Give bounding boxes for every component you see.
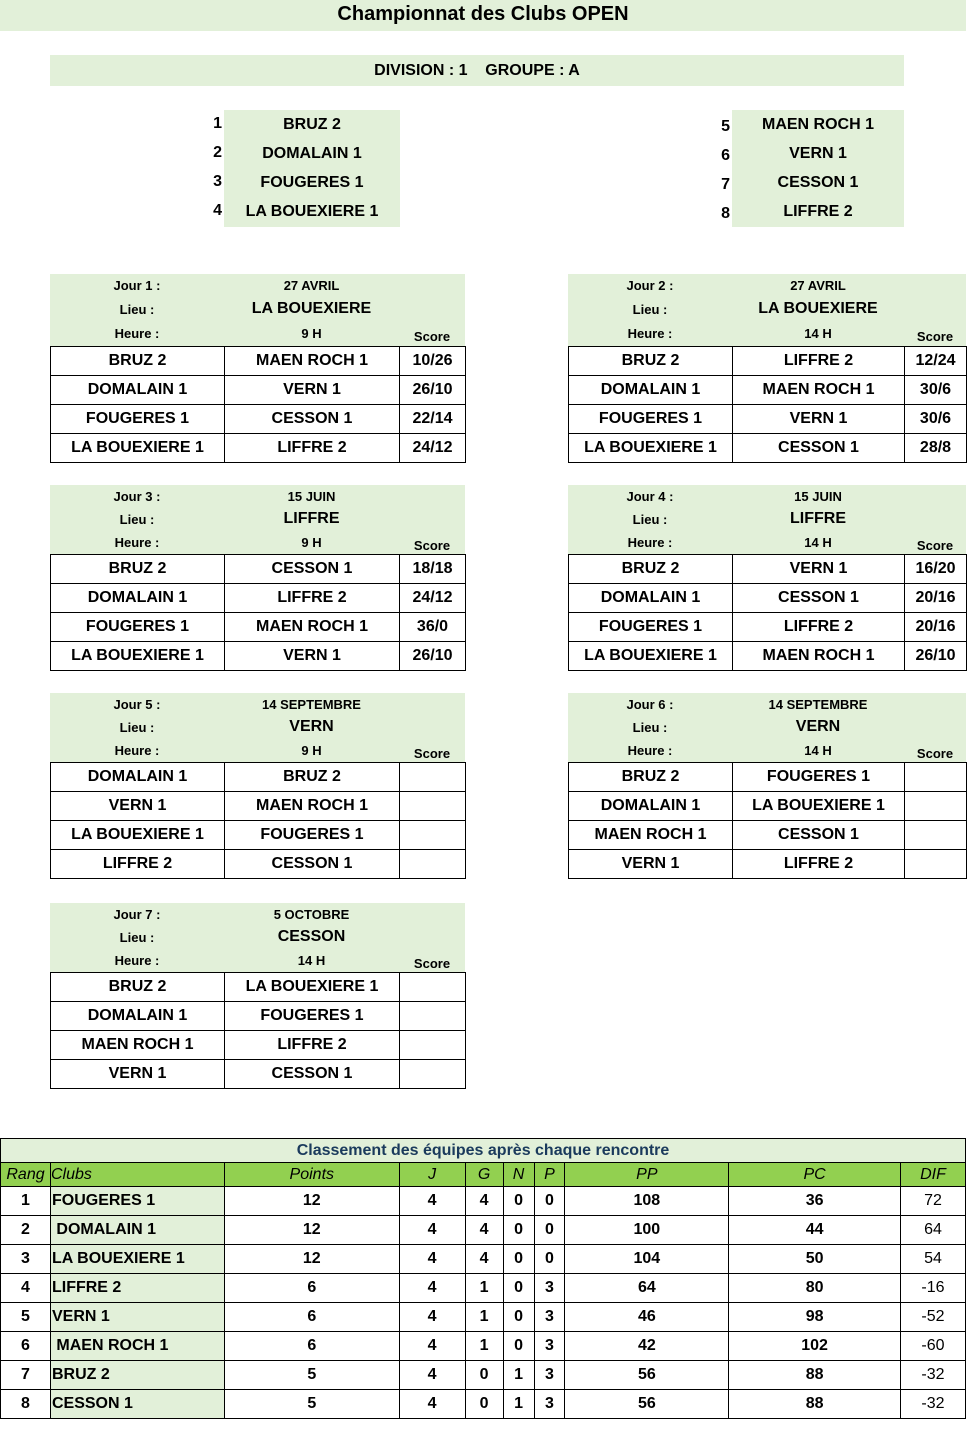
home-team: LIFFRE 2 bbox=[51, 850, 225, 879]
standings-cell: 50 bbox=[729, 1245, 901, 1274]
match-row bbox=[51, 821, 466, 850]
away-team: LIFFRE 2 bbox=[225, 1031, 400, 1060]
home-team: FOUGERES 1 bbox=[569, 613, 733, 642]
away-team: LA BOUEXIERE 1 bbox=[733, 792, 905, 821]
standings-cell: 5 bbox=[224, 1361, 399, 1390]
day-date: 15 JUIN bbox=[794, 489, 842, 504]
home-team: FOUGERES 1 bbox=[569, 405, 733, 434]
match-score bbox=[400, 792, 466, 821]
standings-cell: 8 bbox=[1, 1390, 51, 1419]
standings-cell: 12 bbox=[224, 1216, 399, 1245]
team-number: 7 bbox=[721, 176, 730, 193]
match-row bbox=[569, 763, 967, 792]
standings-cell: 4 bbox=[399, 1390, 465, 1419]
away-team: MAEN ROCH 1 bbox=[225, 347, 400, 376]
page-title: Championnat des Clubs OPEN bbox=[0, 0, 966, 31]
day-label: Jour 4 : bbox=[626, 489, 674, 504]
away-team: BRUZ 2 bbox=[225, 763, 400, 792]
standings-header-cell: PC bbox=[729, 1163, 901, 1187]
away-team: CESSON 1 bbox=[225, 850, 400, 879]
home-team: LA BOUEXIERE 1 bbox=[51, 642, 225, 671]
standings-header-cell: N bbox=[503, 1163, 534, 1187]
match-score: 12/24 bbox=[905, 347, 967, 376]
away-team: MAEN ROCH 1 bbox=[225, 792, 400, 821]
day-venue: LA BOUEXIERE bbox=[758, 300, 878, 317]
away-team: VERN 1 bbox=[225, 376, 400, 405]
standings-cell: 0 bbox=[534, 1245, 565, 1274]
away-team: CESSON 1 bbox=[733, 434, 905, 463]
team-number: 1 bbox=[213, 115, 222, 132]
standings-table bbox=[0, 1138, 966, 1419]
lieu-label: Lieu : bbox=[632, 720, 668, 735]
standings-cell: 4 bbox=[465, 1216, 503, 1245]
match-score: 24/12 bbox=[400, 434, 466, 463]
lieu-label: Lieu : bbox=[119, 930, 155, 945]
standings-cell: 0 bbox=[534, 1216, 565, 1245]
day-date: 27 AVRIL bbox=[790, 278, 846, 293]
standings-cell: 1 bbox=[503, 1390, 534, 1419]
standings-cell: 6 bbox=[1, 1332, 51, 1361]
match-score: 26/10 bbox=[400, 642, 466, 671]
home-team: FOUGERES 1 bbox=[51, 405, 225, 434]
away-team: CESSON 1 bbox=[225, 405, 400, 434]
away-team: LIFFRE 2 bbox=[733, 850, 905, 879]
standings-row bbox=[1, 1245, 966, 1274]
day-label: Jour 6 : bbox=[626, 697, 674, 712]
score-label: Score bbox=[916, 538, 954, 553]
standings-cell: 12 bbox=[224, 1187, 399, 1216]
home-team: DOMALAIN 1 bbox=[569, 376, 733, 405]
match-score bbox=[400, 1031, 466, 1060]
matches-table bbox=[568, 762, 967, 879]
standings-cell: 0 bbox=[534, 1187, 565, 1216]
team-number: 6 bbox=[721, 147, 730, 164]
standings-row bbox=[1, 1332, 966, 1361]
match-score: 20/16 bbox=[905, 584, 967, 613]
score-label: Score bbox=[413, 329, 451, 344]
lieu-label: Lieu : bbox=[632, 512, 668, 527]
matches-table bbox=[50, 762, 466, 879]
team-number: 3 bbox=[213, 173, 222, 190]
standings-cell: 1 bbox=[465, 1303, 503, 1332]
away-team: LIFFRE 2 bbox=[733, 347, 905, 376]
day-label: Jour 1 : bbox=[113, 278, 161, 293]
standings-cell: 0 bbox=[503, 1274, 534, 1303]
match-row bbox=[51, 1060, 466, 1089]
matches-table bbox=[568, 346, 967, 463]
standings-cell: 88 bbox=[729, 1390, 901, 1419]
score-label: Score bbox=[916, 746, 954, 761]
standings-cell: 80 bbox=[729, 1274, 901, 1303]
standings-cell: 0 bbox=[465, 1390, 503, 1419]
matches-table bbox=[568, 554, 967, 671]
standings-cell: 98 bbox=[729, 1303, 901, 1332]
match-row bbox=[569, 434, 967, 463]
standings-cell: 4 bbox=[399, 1361, 465, 1390]
away-team: FOUGERES 1 bbox=[225, 821, 400, 850]
standings-header-cell: DIF bbox=[900, 1163, 965, 1187]
day-venue: VERN bbox=[289, 718, 334, 735]
day-header bbox=[568, 274, 966, 346]
standings-cell: -32 bbox=[900, 1390, 965, 1419]
standings-row bbox=[1, 1390, 966, 1419]
day-header bbox=[50, 485, 465, 554]
standings-cell: 72 bbox=[900, 1187, 965, 1216]
match-row bbox=[51, 850, 466, 879]
lieu-label: Lieu : bbox=[119, 512, 155, 527]
team-name: MAEN ROCH 1 bbox=[761, 116, 874, 133]
standings-header-cell: Rang bbox=[1, 1163, 51, 1187]
standings-cell: 3 bbox=[534, 1390, 565, 1419]
match-score: 26/10 bbox=[905, 642, 967, 671]
match-score: 22/14 bbox=[400, 405, 466, 434]
heure-label: Heure : bbox=[627, 535, 673, 550]
match-row bbox=[569, 347, 967, 376]
team-name: LA BOUEXIERE 1 bbox=[245, 203, 379, 220]
standings-header-cell: G bbox=[465, 1163, 503, 1187]
standings-club: CESSON 1 bbox=[50, 1390, 224, 1419]
standings-club: BRUZ 2 bbox=[50, 1361, 224, 1390]
standings-cell: 0 bbox=[503, 1245, 534, 1274]
standings-cell: 4 bbox=[399, 1332, 465, 1361]
away-team: VERN 1 bbox=[733, 405, 905, 434]
heure-label: Heure : bbox=[627, 743, 673, 758]
day-date: 14 SEPTEMBRE bbox=[768, 697, 868, 712]
away-team: MAEN ROCH 1 bbox=[733, 376, 905, 405]
standings-cell: 0 bbox=[503, 1332, 534, 1361]
standings-cell: 64 bbox=[900, 1216, 965, 1245]
away-team: CESSON 1 bbox=[733, 584, 905, 613]
standings-header-cell: Points bbox=[224, 1163, 399, 1187]
match-row bbox=[51, 376, 466, 405]
standings-cell: 3 bbox=[534, 1303, 565, 1332]
away-team: CESSON 1 bbox=[225, 555, 400, 584]
heure-label: Heure : bbox=[114, 743, 160, 758]
home-team: BRUZ 2 bbox=[51, 347, 225, 376]
standings-cell: 5 bbox=[1, 1303, 51, 1332]
day-header bbox=[568, 693, 966, 762]
team-name: VERN 1 bbox=[789, 145, 847, 162]
match-score bbox=[400, 763, 466, 792]
match-row bbox=[51, 584, 466, 613]
standings-cell: 4 bbox=[399, 1187, 465, 1216]
match-row bbox=[51, 555, 466, 584]
standings-header-cell: J bbox=[399, 1163, 465, 1187]
away-team: FOUGERES 1 bbox=[225, 1002, 400, 1031]
match-row bbox=[569, 850, 967, 879]
match-score bbox=[905, 792, 967, 821]
away-team: LA BOUEXIERE 1 bbox=[225, 973, 400, 1002]
home-team: BRUZ 2 bbox=[51, 555, 225, 584]
away-team: CESSON 1 bbox=[225, 1060, 400, 1089]
standings-club: LIFFRE 2 bbox=[50, 1274, 224, 1303]
home-team: DOMALAIN 1 bbox=[51, 376, 225, 405]
standings-cell: 1 bbox=[1, 1187, 51, 1216]
team-number: 4 bbox=[213, 202, 222, 219]
score-label: Score bbox=[413, 538, 451, 553]
standings-cell: 1 bbox=[465, 1274, 503, 1303]
matches-table bbox=[50, 972, 466, 1089]
team-number: 2 bbox=[213, 144, 222, 161]
standings-cell: 4 bbox=[465, 1187, 503, 1216]
standings-cell: 42 bbox=[565, 1332, 729, 1361]
away-team: MAEN ROCH 1 bbox=[225, 613, 400, 642]
day-venue: VERN bbox=[795, 718, 841, 735]
home-team: FOUGERES 1 bbox=[51, 613, 225, 642]
match-score bbox=[400, 1060, 466, 1089]
away-team: MAEN ROCH 1 bbox=[733, 642, 905, 671]
away-team: CESSON 1 bbox=[733, 821, 905, 850]
match-row bbox=[569, 642, 967, 671]
day-date: 27 AVRIL bbox=[283, 278, 340, 293]
standings-row bbox=[1, 1187, 966, 1216]
heure-label: Heure : bbox=[114, 953, 160, 968]
day-time: 14 H bbox=[804, 743, 832, 758]
standings-cell: -60 bbox=[900, 1332, 965, 1361]
match-row bbox=[569, 405, 967, 434]
day-date: 14 SEPTEMBRE bbox=[262, 697, 361, 712]
match-score: 16/20 bbox=[905, 555, 967, 584]
match-score: 10/26 bbox=[400, 347, 466, 376]
away-team: FOUGERES 1 bbox=[733, 763, 905, 792]
match-score: 36/0 bbox=[400, 613, 466, 642]
home-team: LA BOUEXIERE 1 bbox=[51, 821, 225, 850]
standings-cell: 5 bbox=[224, 1390, 399, 1419]
home-team: BRUZ 2 bbox=[569, 555, 733, 584]
heure-label: Heure : bbox=[114, 535, 160, 550]
heure-label: Heure : bbox=[627, 326, 673, 341]
standings-cell: 100 bbox=[565, 1216, 729, 1245]
standings-cell: 88 bbox=[729, 1361, 901, 1390]
day-header bbox=[568, 485, 966, 554]
match-score bbox=[400, 850, 466, 879]
standings-header-cell: Clubs bbox=[50, 1163, 224, 1187]
standings-cell: 4 bbox=[399, 1303, 465, 1332]
standings-cell: 36 bbox=[729, 1187, 901, 1216]
standings-cell: 1 bbox=[503, 1361, 534, 1390]
match-row bbox=[569, 555, 967, 584]
match-score bbox=[905, 821, 967, 850]
matches-table bbox=[50, 554, 466, 671]
day-header bbox=[50, 693, 465, 762]
match-row bbox=[51, 1031, 466, 1060]
match-row bbox=[51, 613, 466, 642]
heure-label: Heure : bbox=[114, 326, 160, 341]
standings-cell: -16 bbox=[900, 1274, 965, 1303]
day-label: Jour 7 : bbox=[113, 907, 161, 922]
home-team: BRUZ 2 bbox=[569, 763, 733, 792]
team-name: LIFFRE 2 bbox=[783, 203, 853, 220]
home-team: VERN 1 bbox=[569, 850, 733, 879]
lieu-label: Lieu : bbox=[119, 302, 155, 317]
home-team: DOMALAIN 1 bbox=[569, 584, 733, 613]
standings-cell: -32 bbox=[900, 1361, 965, 1390]
home-team: LA BOUEXIERE 1 bbox=[51, 434, 225, 463]
match-row bbox=[569, 613, 967, 642]
match-row bbox=[51, 434, 466, 463]
match-score: 30/6 bbox=[905, 376, 967, 405]
standings-cell: 4 bbox=[1, 1274, 51, 1303]
standings-cell: 3 bbox=[534, 1332, 565, 1361]
team-number: 8 bbox=[721, 205, 730, 222]
standings-cell: 56 bbox=[565, 1390, 729, 1419]
standings-cell: 102 bbox=[729, 1332, 901, 1361]
standings-cell: 6 bbox=[224, 1303, 399, 1332]
home-team: MAEN ROCH 1 bbox=[51, 1031, 225, 1060]
away-team: VERN 1 bbox=[225, 642, 400, 671]
standings-cell: 4 bbox=[465, 1245, 503, 1274]
match-row bbox=[51, 1002, 466, 1031]
day-header bbox=[50, 274, 465, 346]
match-score bbox=[905, 850, 967, 879]
match-score bbox=[400, 973, 466, 1002]
team-number: 5 bbox=[721, 118, 730, 135]
day-label: Jour 2 : bbox=[626, 278, 674, 293]
standings-cell: 3 bbox=[534, 1361, 565, 1390]
standings-row bbox=[1, 1216, 966, 1245]
standings-cell: 3 bbox=[534, 1274, 565, 1303]
day-time: 14 H bbox=[804, 326, 832, 341]
day-venue: LA BOUEXIERE bbox=[251, 300, 372, 317]
standings-cell: 54 bbox=[900, 1245, 965, 1274]
standings-cell: 4 bbox=[399, 1274, 465, 1303]
match-score bbox=[905, 763, 967, 792]
match-score: 20/16 bbox=[905, 613, 967, 642]
day-date: 5 OCTOBRE bbox=[273, 907, 350, 922]
match-row bbox=[51, 763, 466, 792]
match-score: 28/8 bbox=[905, 434, 967, 463]
standings-cell: 1 bbox=[465, 1332, 503, 1361]
team-name: FOUGERES 1 bbox=[260, 174, 364, 191]
day-venue: CESSON bbox=[277, 928, 346, 945]
day-venue: LIFFRE bbox=[283, 510, 340, 527]
score-label: Score bbox=[916, 329, 954, 344]
standings-row bbox=[1, 1361, 966, 1390]
lieu-label: Lieu : bbox=[632, 302, 668, 317]
standings-cell: 64 bbox=[565, 1274, 729, 1303]
standings-cell: 104 bbox=[565, 1245, 729, 1274]
home-team: LA BOUEXIERE 1 bbox=[569, 642, 733, 671]
day-time: 9 H bbox=[301, 535, 322, 550]
standings-club: DOMALAIN 1 bbox=[50, 1216, 224, 1245]
standings-cell: 2 bbox=[1, 1216, 51, 1245]
standings-cell: 0 bbox=[503, 1303, 534, 1332]
match-row bbox=[569, 792, 967, 821]
team-name: CESSON 1 bbox=[777, 174, 859, 191]
standings-cell: 0 bbox=[465, 1361, 503, 1390]
match-row bbox=[51, 973, 466, 1002]
standings-cell: 6 bbox=[224, 1332, 399, 1361]
day-time: 14 H bbox=[297, 953, 326, 968]
home-team: BRUZ 2 bbox=[51, 973, 225, 1002]
match-row bbox=[569, 584, 967, 613]
match-score: 18/18 bbox=[400, 555, 466, 584]
day-header bbox=[50, 903, 465, 972]
standings-cell: 3 bbox=[1, 1245, 51, 1274]
home-team: VERN 1 bbox=[51, 1060, 225, 1089]
day-venue: LIFFRE bbox=[790, 510, 846, 527]
standings-row bbox=[1, 1303, 966, 1332]
home-team: DOMALAIN 1 bbox=[51, 584, 225, 613]
home-team: DOMALAIN 1 bbox=[51, 1002, 225, 1031]
score-label: Score bbox=[413, 956, 451, 971]
away-team: LIFFRE 2 bbox=[225, 434, 400, 463]
home-team: BRUZ 2 bbox=[569, 347, 733, 376]
matches-table bbox=[50, 346, 466, 463]
standings-cell: 108 bbox=[565, 1187, 729, 1216]
match-row bbox=[569, 376, 967, 405]
away-team: VERN 1 bbox=[733, 555, 905, 584]
day-time: 9 H bbox=[301, 743, 322, 758]
day-label: Jour 3 : bbox=[113, 489, 161, 504]
lieu-label: Lieu : bbox=[119, 720, 155, 735]
standings-cell: 56 bbox=[565, 1361, 729, 1390]
score-label: Score bbox=[413, 746, 451, 761]
home-team: VERN 1 bbox=[51, 792, 225, 821]
standings-cell: 6 bbox=[224, 1274, 399, 1303]
standings-cell: 0 bbox=[503, 1216, 534, 1245]
standings-header-cell: P bbox=[534, 1163, 565, 1187]
standings-cell: 4 bbox=[399, 1216, 465, 1245]
day-time: 14 H bbox=[804, 535, 832, 550]
match-row bbox=[51, 642, 466, 671]
home-team: MAEN ROCH 1 bbox=[569, 821, 733, 850]
match-score: 30/6 bbox=[905, 405, 967, 434]
match-row bbox=[51, 347, 466, 376]
team-name: BRUZ 2 bbox=[283, 116, 341, 133]
match-score bbox=[400, 1002, 466, 1031]
away-team: LIFFRE 2 bbox=[225, 584, 400, 613]
standings-cell: 0 bbox=[503, 1187, 534, 1216]
match-score: 26/10 bbox=[400, 376, 466, 405]
standings-cell: -52 bbox=[900, 1303, 965, 1332]
standings-cell: 4 bbox=[399, 1245, 465, 1274]
team-name: DOMALAIN 1 bbox=[262, 145, 362, 162]
match-row bbox=[51, 405, 466, 434]
standings-cell: 44 bbox=[729, 1216, 901, 1245]
day-date: 15 JUIN bbox=[287, 489, 336, 504]
day-time: 9 H bbox=[301, 326, 322, 341]
standings-cell: 7 bbox=[1, 1361, 51, 1390]
standings-club: LA BOUEXIERE 1 bbox=[50, 1245, 224, 1274]
match-row bbox=[569, 821, 967, 850]
standings-header-cell: PP bbox=[565, 1163, 729, 1187]
standings-caption: Classement des équipes après chaque rencontre bbox=[1, 1139, 966, 1163]
home-team: LA BOUEXIERE 1 bbox=[569, 434, 733, 463]
away-team: LIFFRE 2 bbox=[733, 613, 905, 642]
standings-cell: 46 bbox=[565, 1303, 729, 1332]
standings-club: MAEN ROCH 1 bbox=[50, 1332, 224, 1361]
standings-row bbox=[1, 1274, 966, 1303]
match-score bbox=[400, 821, 466, 850]
home-team: DOMALAIN 1 bbox=[51, 763, 225, 792]
standings-club: VERN 1 bbox=[50, 1303, 224, 1332]
standings-cell: 12 bbox=[224, 1245, 399, 1274]
division-banner: DIVISION : 1 GROUPE : A bbox=[50, 55, 904, 86]
match-row bbox=[51, 792, 466, 821]
match-score: 24/12 bbox=[400, 584, 466, 613]
home-team: DOMALAIN 1 bbox=[569, 792, 733, 821]
day-label: Jour 5 : bbox=[113, 697, 161, 712]
standings-club: FOUGERES 1 bbox=[50, 1187, 224, 1216]
